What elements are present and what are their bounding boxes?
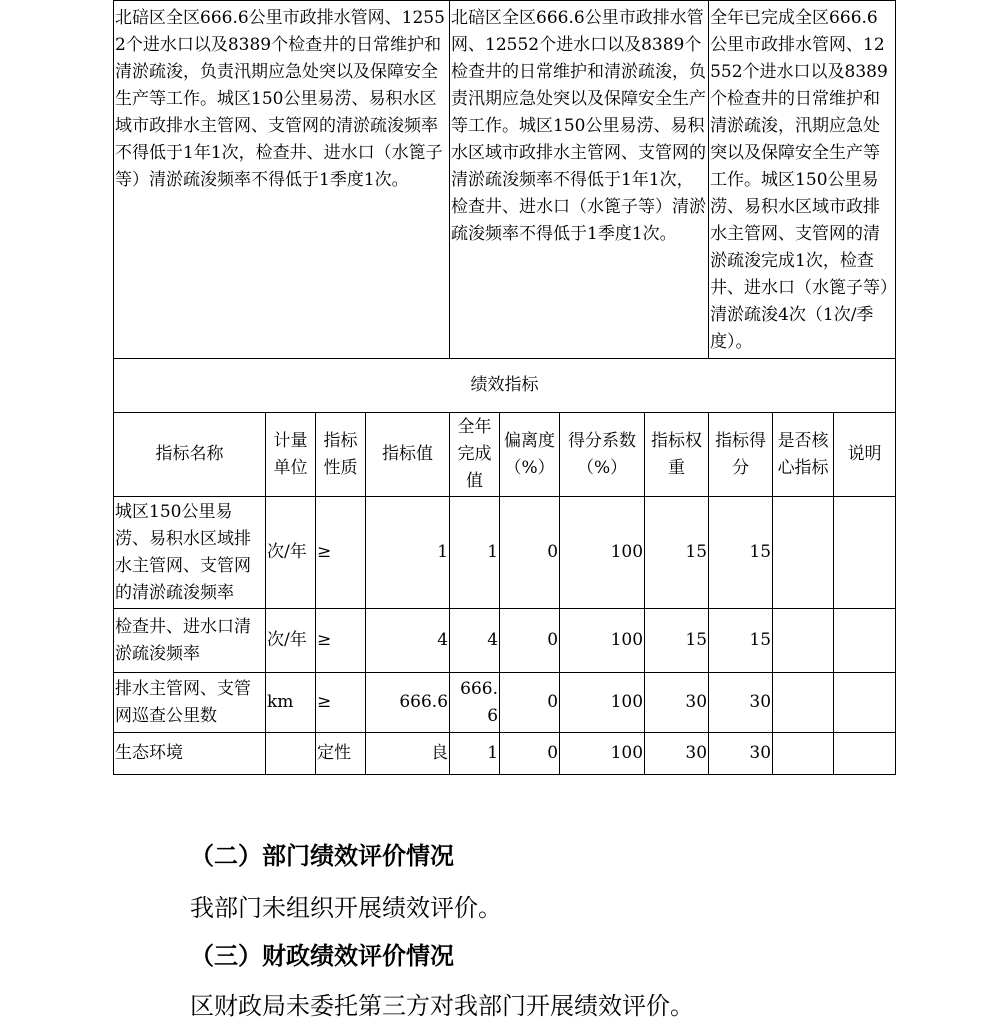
goal-completed-cell: 全年已完成全区666.6公里市政排水管网、12552个进水口以及8389个检查井的日常维护和清淤疏浚，汛期应急处突以及保障安全生产等工作。城区150公里易涝、易积水区域市政排水主管网、支管网的清淤疏浚完成1次，检查井、进水口（水篦子等）清淤疏浚4次（1次/季度）。	[709, 1, 896, 359]
target-value: 1	[366, 497, 450, 609]
is-core	[773, 497, 834, 609]
unit: km	[266, 673, 316, 733]
target-value: 4	[366, 609, 450, 673]
deviation: 0	[500, 497, 560, 609]
actual-value: 4	[450, 609, 500, 673]
header-cell: 是否核心指标	[773, 413, 834, 497]
actual-value: 666.6	[450, 673, 500, 733]
header-row	[114, 413, 896, 497]
goal-plan-cell: 北碚区全区666.6公里市政排水管网、12552个进水口以及8389个检查井的日常维护和清淤疏浚，负责汛期应急处突以及保障安全生产等工作。城区150公里易涝、易积水区域市政排水主管网、支管网的清淤疏浚频率不得低于1年1次，检查井、进水口（水篦子等）清淤疏浚频率不得低于1季度1次。	[114, 1, 450, 359]
target-value: 良	[366, 733, 450, 775]
header-cell: 指标性质	[316, 413, 366, 497]
score-coefficient: 100	[560, 733, 645, 775]
dept-eval-text: 我部门未组织开展绩效评价。	[190, 894, 502, 922]
table-row	[114, 609, 896, 673]
header-cell: 指标名称	[114, 413, 266, 497]
score-coefficient: 100	[560, 497, 645, 609]
table-row	[114, 673, 896, 733]
goal-adjusted-cell: 北碚区全区666.6公里市政排水管网、12552个进水口以及8389个检查井的日常维护和清淤疏浚，负责汛期应急处突以及保障安全生产等工作。城区150公里易涝、易积水区域市政排水主管网、支管网的清淤疏浚频率不得低于1年1次，检查井、进水口（水篦子等）清淤疏浚频率不得低于1季度1次。	[450, 1, 709, 359]
performance-table-wrapper	[113, 0, 895, 775]
is-core	[773, 609, 834, 673]
header-cell: 计量单位	[266, 413, 316, 497]
nature: ≥	[316, 609, 366, 673]
note	[834, 733, 896, 775]
score: 15	[709, 609, 773, 673]
perf-title: 绩效指标	[114, 359, 896, 413]
note	[834, 609, 896, 673]
header-cell: 偏离度（%）	[500, 413, 560, 497]
indicator-name: 检查井、进水口清淤疏浚频率	[114, 609, 266, 673]
table-row	[114, 733, 896, 775]
unit	[266, 733, 316, 775]
indicator-name: 排水主管网、支管网巡查公里数	[114, 673, 266, 733]
note	[834, 497, 896, 609]
unit: 次/年	[266, 497, 316, 609]
unit: 次/年	[266, 609, 316, 673]
weight: 30	[645, 673, 709, 733]
indicator-name: 生态环境	[114, 733, 266, 775]
performance-table	[113, 0, 896, 775]
score: 30	[709, 733, 773, 775]
table-row	[114, 497, 896, 609]
weight: 30	[645, 733, 709, 775]
header-cell: 得分系数（%）	[560, 413, 645, 497]
header-cell: 说明	[834, 413, 896, 497]
score: 15	[709, 497, 773, 609]
nature: ≥	[316, 673, 366, 733]
header-cell: 指标值	[366, 413, 450, 497]
deviation: 0	[500, 673, 560, 733]
target-value: 666.6	[366, 673, 450, 733]
score: 30	[709, 673, 773, 733]
nature: 定性	[316, 733, 366, 775]
actual-value: 1	[450, 733, 500, 775]
header-cell: 指标得分	[709, 413, 773, 497]
fin-eval-text: 区财政局未委托第三方对我部门开展绩效评价。	[190, 992, 694, 1020]
goal-row	[114, 1, 896, 359]
perf-title-row	[114, 359, 896, 413]
weight: 15	[645, 609, 709, 673]
score-coefficient: 100	[560, 673, 645, 733]
weight: 15	[645, 497, 709, 609]
score-coefficient: 100	[560, 609, 645, 673]
deviation: 0	[500, 733, 560, 775]
deviation: 0	[500, 609, 560, 673]
nature: ≥	[316, 497, 366, 609]
dept-eval-heading: （二）部门绩效评价情况	[190, 841, 454, 870]
fin-eval-heading: （三）财政绩效评价情况	[190, 941, 454, 970]
header-cell: 全年完成值	[450, 413, 500, 497]
actual-value: 1	[450, 497, 500, 609]
is-core	[773, 733, 834, 775]
note	[834, 673, 896, 733]
header-cell: 指标权重	[645, 413, 709, 497]
indicator-name: 城区150公里易涝、易积水区域排水主管网、支管网的清淤疏浚频率	[114, 497, 266, 609]
is-core	[773, 673, 834, 733]
